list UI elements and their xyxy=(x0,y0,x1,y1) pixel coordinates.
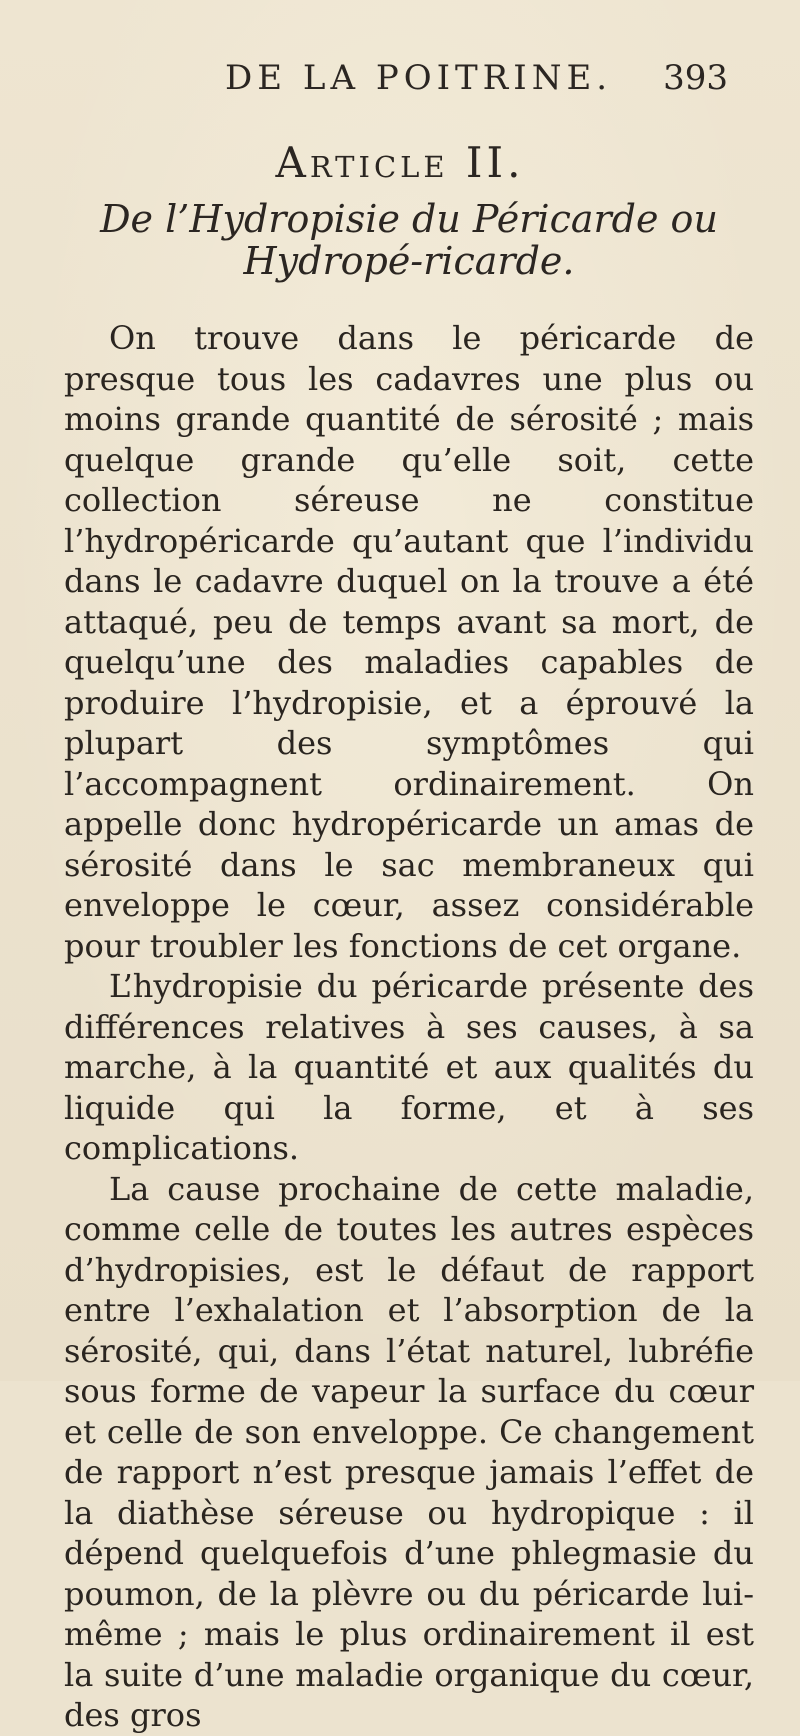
paragraph: On trouve dans le péricarde de presque tous les cadavres une plus ou moins grande quantité de sérosité ; mais quelque grande qu’elle soit, cette collection séreuse ne constitue l’hydropéricarde qu’autant que l’individu dans le cadavre duquel on la trouve a été attaqué, peu de temps avant sa mort, de quelqu’une des maladies capables de produire l’hydropisie, et a éprouvé la plupart des symptômes qui l’accompagnent ordinairement. On appelle donc hydropéricarde un amas de sérosité dans le sac membraneux qui enveloppe le cœur, assez considérable pour troubler les fonctions de cet organe. xyxy=(64,319,754,965)
paragraph: L’hydropisie du péricarde présente des différences relatives à ses causes, à sa marche, à la quantité et aux qualités du liquide qui la forme, et à ses complications. xyxy=(64,967,754,1167)
body-text xyxy=(64,318,754,1736)
running-title: DE LA POITRINE. xyxy=(225,58,613,98)
running-head xyxy=(0,58,800,118)
article-title: Article II. xyxy=(275,138,525,187)
page-number: 393 xyxy=(663,58,728,98)
chapter-heading: De l’Hydropisie du Péricarde ou Hydropé-ricarde. xyxy=(100,197,718,283)
paragraph: La cause prochaine de cette maladie, comme celle de toutes les autres espèces d’hydropisies, est le défaut de rapport entre l’exhalation et l’absorption de la sérosité, qui, dans l’état naturel, lubréfie sous forme de vapeur la surface du cœur et celle de son enveloppe. Ce changement de rapport n’est presque jamais l’effet de la diathèse séreuse ou hydropique : il dépend quelquefois d’une phlegmasie du poumon, de la plèvre ou du péricarde lui-même ; mais le plus ordinairement il est la suite d’une maladie organique du cœur, des gros xyxy=(64,1169,754,1734)
